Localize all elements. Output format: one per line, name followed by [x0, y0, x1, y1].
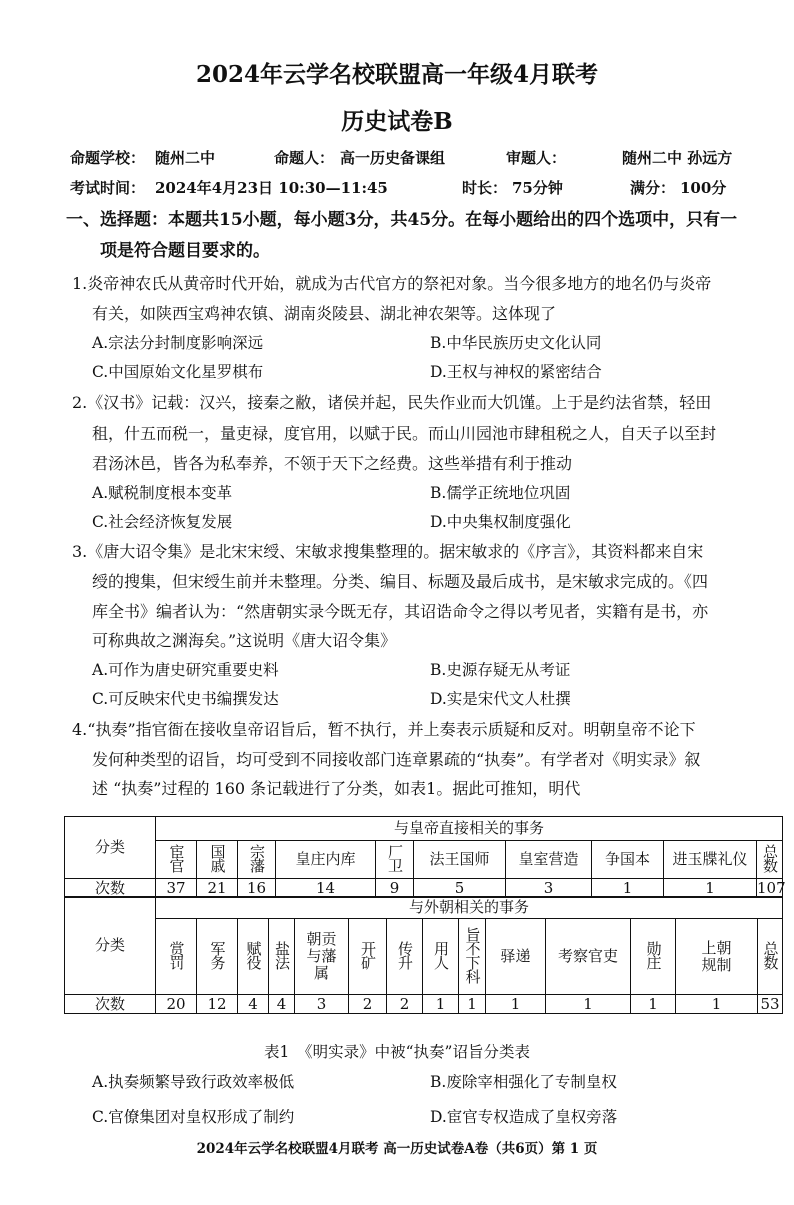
table1-g1-cat-6: 皇室营造 [506, 841, 592, 879]
table1-g1-count-4: 9 [376, 879, 414, 898]
table1-group1-title: 与皇帝直接相关的事务 [156, 817, 783, 841]
table1-g1-count-2: 16 [238, 879, 276, 898]
table1-g2-cat-8: 旨不下科 [459, 919, 486, 995]
question-4-line-1: 4.“执奏”指官衙在接收皇帝诏旨后，暂不执行，并上奏表示质疑和反对。明朝皇帝不论下 [72, 720, 696, 739]
question-3-line-2: 绶的搜集，但宋绶生前并未整理。分类、编目、标题及最后成书，是宋敏求完成的。《四 [92, 572, 709, 591]
exam-title: 2024年云学名校联盟高一年级4月联考 [195, 61, 599, 88]
q3-option-b[interactable]: B.史源存疑无从考证 [430, 661, 571, 679]
score-label: 满分： [630, 179, 676, 197]
table1-g2-count-12: 1 [676, 995, 758, 1014]
table1-g2-cat-2: 赋役 [238, 919, 269, 995]
table1-g2-count-13: 53 [758, 995, 783, 1014]
question-1-line-1: 1.炎帝神农氏从黄帝时代开始，就成为古代官方的祭祀对象。当今很多地方的地名仍与炎帝 [72, 274, 712, 293]
q2-option-a[interactable]: A.赋税制度根本变革 [92, 484, 233, 502]
table1-g2-count-7: 1 [423, 995, 459, 1014]
table1-g2-cat-7: 用人 [423, 919, 459, 995]
table1-g1-cat-9: 总数 [757, 841, 783, 879]
table1-g1-cat-1: 国戚 [197, 841, 238, 879]
q1-option-c[interactable]: C.中国原始文化星罗棋布 [92, 363, 264, 381]
table1-g1-count-9: 107 [757, 878, 786, 897]
table1-g1-count-3: 14 [276, 879, 376, 898]
section-instruction-line2: 项是符合题目要求的。 [100, 241, 270, 261]
table1-g2-count-5: 2 [349, 995, 387, 1014]
table1-g1-cat-0: 宦官 [156, 841, 197, 879]
table1-g2-cat-10: 考察官吏 [546, 919, 631, 995]
table1-count-label-2: 次数 [65, 995, 156, 1014]
table1-g2-cat-0: 赏罚 [156, 919, 197, 995]
question-4-line-2: 发何种类型的诏旨，均可受到不同接收部门连章累疏的“执奏”。有学者对《明实录》叙 [92, 750, 701, 769]
table1-g1-cat-3: 皇庄内库 [276, 841, 376, 879]
exam-subtitle: 历史试卷B [341, 108, 453, 135]
table1-g2-count-2: 4 [238, 995, 269, 1014]
table1-group2-title: 与外朝相关的事务 [156, 897, 783, 919]
school-label: 命题学校： [70, 149, 146, 167]
table1-g1-count-6: 3 [506, 879, 592, 898]
q3-option-c[interactable]: C.可反映宋代史书编撰发达 [92, 690, 279, 708]
school-value: 随州二中 [155, 149, 216, 167]
table1-g2-count-11: 1 [631, 995, 676, 1014]
table1-g2-count-9: 1 [486, 995, 546, 1014]
table1-g2-count-6: 2 [387, 995, 423, 1014]
table1-category-header: 分类 [65, 817, 156, 879]
q3-option-a[interactable]: A.可作为唐史研究重要史料 [92, 661, 279, 679]
question-4-line-3: 述 “执奏”过程的 160 条记载进行了分类，如表1。据此可推知，明代 [92, 779, 581, 798]
table1-g1-cat-5: 法王国师 [414, 841, 506, 879]
duration-label: 时长： [462, 179, 508, 197]
question-3-line-4: 可称典故之渊海矣。”这说明《唐大诏令集》 [92, 631, 397, 650]
table1-g2-cat-5: 开矿 [349, 919, 387, 995]
table1-g1-cat-8: 进玉牒礼仪 [664, 841, 757, 879]
table1-g1-cat-2: 宗藩 [238, 841, 276, 879]
q4-option-d[interactable]: D.宦官专权造成了皇权旁落 [430, 1108, 618, 1126]
table1-g1-count-1: 21 [197, 879, 238, 898]
table1-g1-cat-7: 争国本 [592, 841, 664, 879]
q1-option-d[interactable]: D.王权与神权的紧密结合 [430, 363, 602, 381]
section-instruction-line1: 一、选择题：本题共15小题，每小题3分，共45分。在每小题给出的四个选项中，只有一 [66, 210, 738, 230]
table1-g1-cat-4: 厂卫 [376, 841, 414, 879]
q4-option-a[interactable]: A.执奏频繁导致行政效率极低 [92, 1073, 295, 1091]
page-footer: 2024年云学名校联盟4月联考 高一历史试卷A卷（共6页）第 1 页 [196, 1141, 598, 1157]
table1-g1-count-7: 1 [592, 879, 664, 898]
time-value: 2024年4月23日 10:30—11:45 [155, 179, 388, 197]
table1-g2-count-4: 3 [295, 995, 349, 1014]
q1-option-a[interactable]: A.宗法分封制度影响深远 [92, 334, 264, 352]
table1-g1-count-0: 37 [156, 879, 197, 898]
question-2-line-1: 2.《汉书》记载：汉兴，接秦之敝，诸侯并起，民失作业而大饥馑。上于是约法省禁，轻田 [72, 393, 712, 412]
q4-option-c[interactable]: C.官僚集团对皇权形成了制约 [92, 1108, 295, 1126]
table1-g2-cat-4: 朝贡与藩属 [295, 919, 349, 995]
q2-option-c[interactable]: C.社会经济恢复发展 [92, 513, 233, 531]
q1-option-b[interactable]: B.中华民族历史文化认同 [430, 334, 602, 352]
reviewer-value: 随州二中 孙远方 [622, 149, 733, 167]
question-2-line-2: 租，什五而税一，量吏禄，度官用，以赋于民。而山川园池市肆租税之人，自天子以至封 [92, 424, 717, 443]
author-label: 命题人： [274, 149, 335, 167]
table1-g1-count-5: 5 [414, 879, 506, 898]
table1-count-label: 次数 [65, 879, 156, 898]
author-value: 高一历史备课组 [340, 149, 446, 167]
table1-g2-count-8: 1 [459, 995, 486, 1014]
question-2-line-3: 君汤沐邑，皆各为私奉养，不领于天下之经费。这些举措有利于推动 [92, 454, 573, 473]
time-label: 考试时间： [70, 179, 146, 197]
table1-g2-cat-3: 盐法 [269, 919, 295, 995]
table1-g2-count-1: 12 [197, 995, 238, 1014]
table1-g2-count-10: 1 [546, 995, 631, 1014]
table1-g2-cat-9: 驿递 [486, 919, 546, 995]
duration-value: 75分钟 [512, 179, 563, 197]
table1-g2-cat-13: 总数 [758, 919, 783, 995]
q3-option-d[interactable]: D.实是宋代文人杜撰 [430, 690, 571, 708]
table1-g2-count-3: 4 [269, 995, 295, 1014]
question-3-line-3: 库全书》编者认为：“然唐朝实录今既无存，其诏诰命令之得以考见者，实籍有是书，亦 [92, 602, 709, 621]
table1-g1-count-8: 1 [664, 879, 757, 898]
question-3-line-1: 3.《唐大诏令集》是北宋宋绶、宋敏求搜集整理的。据宋敏求的《序言》，其资料都来自宋 [72, 542, 704, 561]
table1-category-header-2: 分类 [65, 897, 156, 995]
table1-g2-cat-11: 勋庄 [631, 919, 676, 995]
q4-option-b[interactable]: B.废除宰相强化了专制皇权 [430, 1073, 617, 1091]
table1-g2-cat-12: 上朝规制 [676, 919, 758, 995]
table1-g2-cat-6: 传升 [387, 919, 423, 995]
reviewer-label: 审题人： [506, 149, 567, 167]
q2-option-b[interactable]: B.儒学正统地位巩固 [430, 484, 571, 502]
question-1-line-2: 有关，如陕西宝鸡神农镇、湖南炎陵县、湖北神农架等。这体现了 [92, 304, 557, 323]
q2-option-d[interactable]: D.中央集权制度强化 [430, 513, 571, 531]
table1-caption: 表1 《明实录》中被“执奏”诏旨分类表 [264, 1043, 530, 1061]
table1-court-affairs [64, 896, 783, 1014]
table1-emperor-affairs [64, 816, 786, 898]
score-value: 100分 [680, 179, 727, 197]
table1-g2-cat-1: 军务 [197, 919, 238, 995]
table1-g2-count-0: 20 [156, 995, 197, 1014]
